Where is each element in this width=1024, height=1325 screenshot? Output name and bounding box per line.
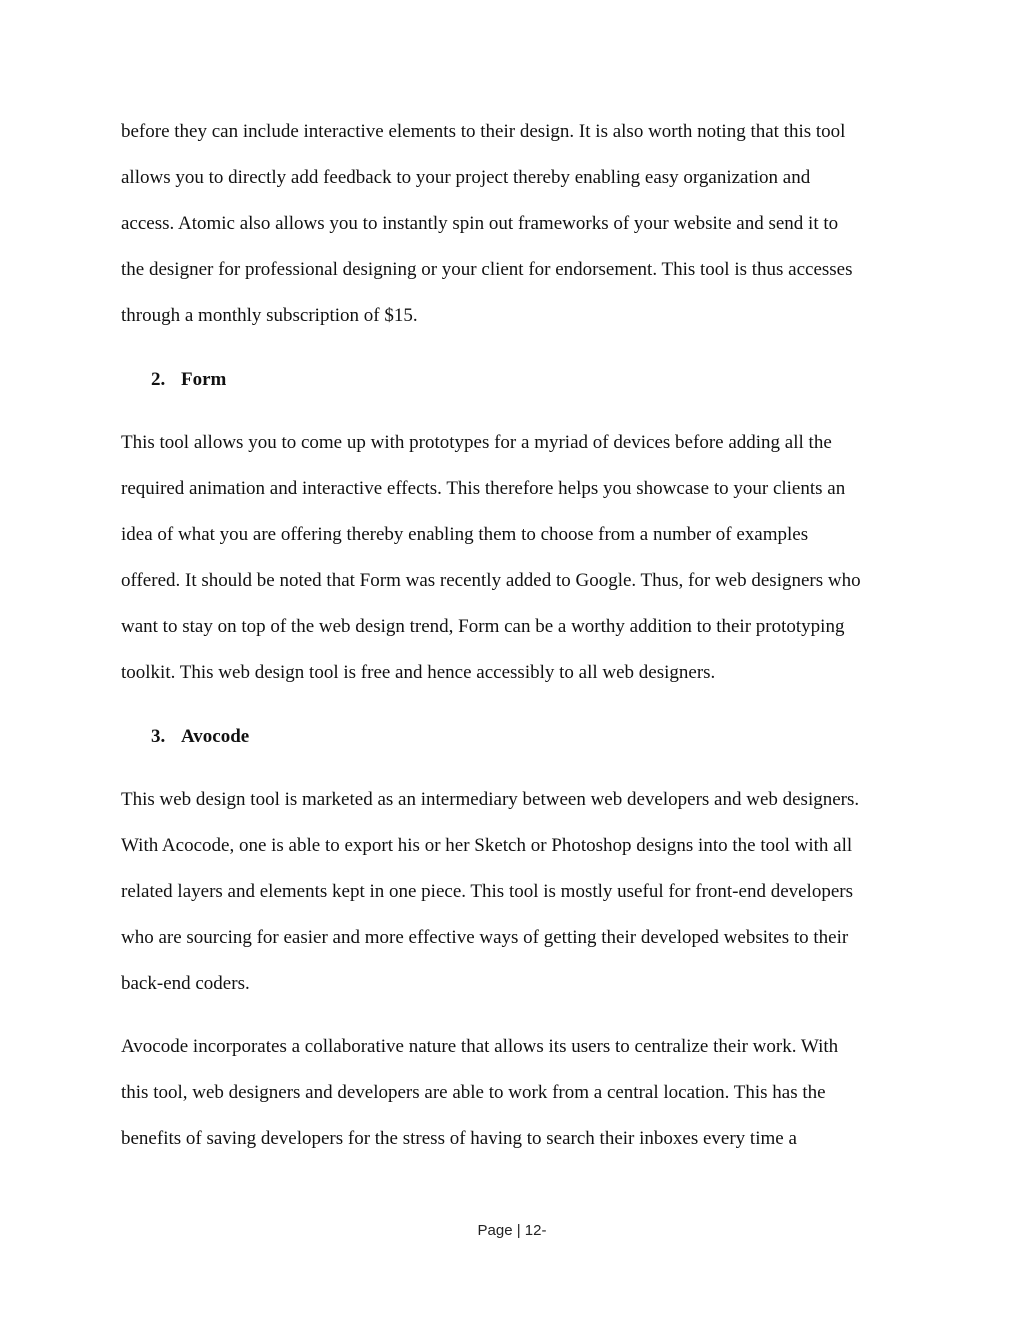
paragraph-4-line-1: Avocode incorporates a collaborative nature that allows its users to centralize their work. With (121, 1036, 839, 1057)
paragraph-3-line-1: This web design tool is marketed as an intermediary between web developers and web designers. (121, 789, 860, 810)
paragraph-3-line-4: who are sourcing for easier and more effective ways of getting their developed websites to their (121, 927, 849, 948)
paragraph-2-line-3: idea of what you are offering thereby enabling them to choose from a number of examples (121, 524, 809, 545)
paragraph-2-line-4: offered. It should be noted that Form was recently added to Google. Thus, for web designers who (121, 570, 861, 591)
paragraph-1-line-2: allows you to directly add feedback to your project thereby enabling easy organization and (121, 167, 811, 188)
paragraph-4-line-2: this tool, web designers and developers are able to work from a central location. This has the (121, 1082, 826, 1103)
section-number: 3. (151, 726, 166, 747)
paragraph-2-line-6: toolkit. This web design tool is free and hence accessibly to all web designers. (121, 662, 716, 683)
paragraph-3-line-5: back-end coders. (121, 973, 250, 994)
paragraph-1-line-1: before they can include interactive elements to their design. It is also worth noting that this tool (121, 121, 846, 142)
section-number: 2. (151, 369, 166, 390)
page-number-footer: Page | 12- (477, 1222, 547, 1239)
section-title: Form (181, 369, 227, 390)
paragraph-1-line-5: through a monthly subscription of $15. (121, 305, 418, 326)
paragraph-4-line-3: benefits of saving developers for the stress of having to search their inboxes every time a (121, 1128, 797, 1149)
section-heading-avocode (0, 725, 1024, 749)
paragraph-2-line-5: want to stay on top of the web design trend, Form can be a worthy addition to their prototyping (121, 616, 845, 637)
paragraph-3-line-3: related layers and elements kept in one piece. This tool is mostly useful for front-end developers (121, 881, 853, 902)
paragraph-1-line-4: the designer for professional designing or your client for endorsement. This tool is thus accesses (121, 259, 853, 280)
paragraph-1-line-3: access. Atomic also allows you to instantly spin out frameworks of your website and send it to (121, 213, 839, 234)
paragraph-2-line-2: required animation and interactive effects. This therefore helps you showcase to your clients an (121, 478, 846, 499)
paragraph-2-line-1: This tool allows you to come up with prototypes for a myriad of devices before adding all the (121, 432, 832, 453)
section-heading-form (0, 368, 1024, 392)
paragraph-3-line-2: With Acocode, one is able to export his or her Sketch or Photoshop designs into the tool with all (121, 835, 853, 856)
section-title: Avocode (181, 726, 250, 747)
